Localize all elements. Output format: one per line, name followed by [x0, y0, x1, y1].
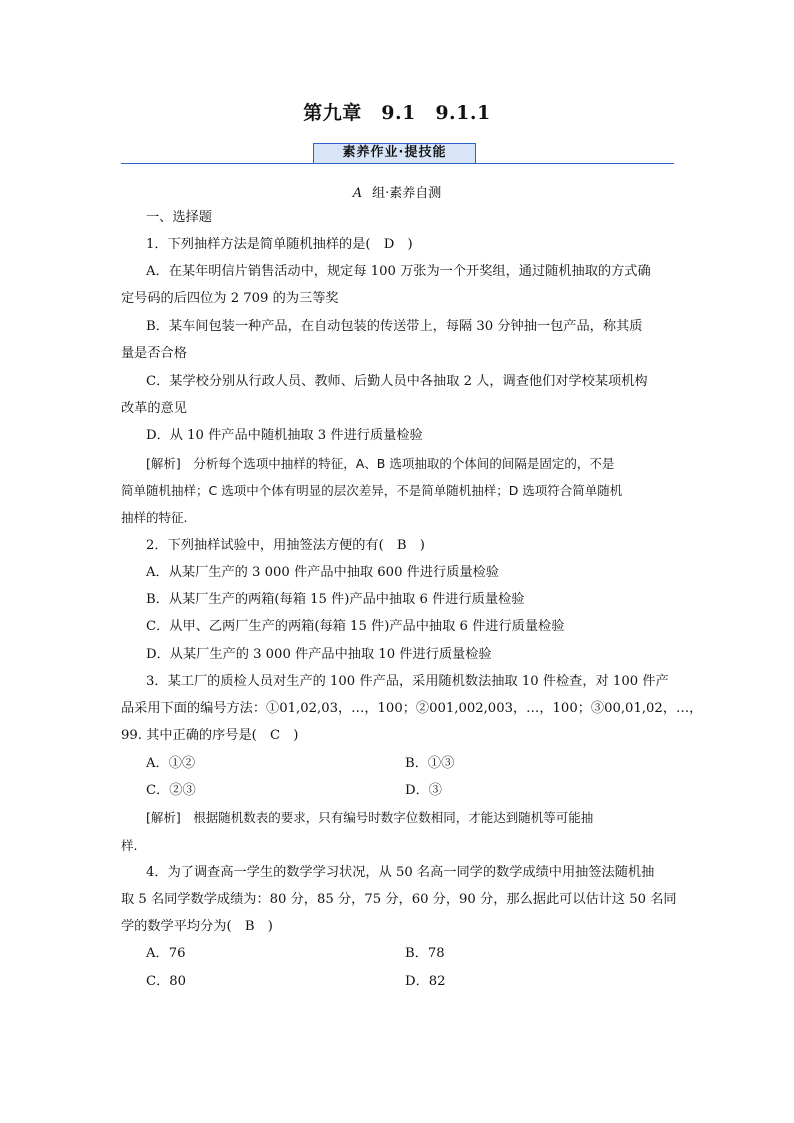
q1-option-c-line2: 改革的意见 — [121, 401, 187, 416]
q4-option-d: D．82 — [405, 974, 446, 989]
chapter-title: 第九章 9.1 9.1.1 — [303, 102, 491, 124]
q1-analysis-line2: 简单随机抽样；C 选项中个体有明显的层次差异，不是简单随机抽样；D 选项符合简单随机 — [121, 483, 623, 498]
q1-option-b-line2: 量是否合格 — [121, 346, 187, 361]
q4-stem-line3: 学的数学平均分为( B ) — [121, 919, 273, 934]
q1-option-a-line2: 定号码的后四位为 2 709 的为三等奖 — [121, 291, 339, 306]
q3-analysis-line2: 样. — [121, 838, 138, 853]
q2-option-c: C．从甲、乙两厂生产的两箱(每箱 15 件)产品中抽取 6 件进行质量检验 — [146, 619, 565, 634]
q1-option-b-line1: B．某车间包装一种产品，在自动包装的传送带上，每隔 30 分钟抽一包产品，称其质 — [146, 319, 643, 334]
q4-option-b: B．78 — [405, 946, 445, 961]
q3-option-d: D．③ — [405, 783, 442, 798]
q2-option-b: B．从某厂生产的两箱(每箱 15 件)产品中抽取 6 件进行质量检验 — [146, 592, 525, 607]
group-heading — [0, 182, 794, 201]
q1-option-a-line1: A．在某年明信片销售活动中，规定每 100 万张为一个开奖组，通过随机抽取的方式确 — [146, 264, 651, 279]
q3-option-c: C．②③ — [146, 783, 196, 798]
q3-stem-line2: 品采用下面的编号方法：①01,02,03，…，100；②001,002,003，…，100；③00,01,02，…， — [121, 701, 703, 716]
q1-option-c-line1: C．某学校分别从行政人员、教师、后勤人员中各抽取 2 人，调查他们对学校某项机构 — [146, 374, 648, 389]
q4-stem-line1: 4．为了调查高一学生的数学学习状况，从 50 名高一同学的数学成绩中用抽签法随机抽 — [146, 865, 655, 880]
q4-option-c: C．80 — [146, 974, 187, 989]
q1-stem: 1．下列抽样方法是简单随机抽样的是( D ) — [146, 237, 413, 252]
q2-option-d: D．从某厂生产的 3 000 件产品中抽取 10 件进行质量检验 — [146, 647, 492, 662]
title-rule — [121, 163, 674, 164]
q4-option-a: A．76 — [146, 946, 186, 961]
q2-option-a: A．从某厂生产的 3 000 件产品中抽取 600 件进行质量检验 — [146, 565, 499, 580]
section-heading: 一、选择题 — [146, 210, 212, 225]
q4-stem-line2: 取 5 名同学数学成绩为：80 分，85 分，75 分，60 分，90 分，那么据此可以估计这 50 名同 — [121, 892, 677, 907]
q1-analysis-line1: [解析] 分析每个选项中抽样的特征，A、B 选项抽取的个体间的间隔是固定的，不是 — [146, 456, 615, 471]
q3-option-a: A．①② — [146, 756, 196, 771]
group-letter: A — [352, 186, 363, 201]
q3-analysis-line1: [解析] 根据随机数表的要求，只有编号时数字位数相同，才能达到随机等可能抽 — [146, 810, 594, 825]
q3-stem-line1: 3．某工厂的质检人员对生产的 100 件产品，采用随机数法抽取 10 件检查，对 100 件产 — [146, 674, 669, 689]
group-label: 组·素养自测 — [372, 186, 442, 201]
q3-stem-line3: 99. 其中正确的序号是( C ) — [121, 728, 299, 743]
section-banner: 素养作业·提技能 — [313, 143, 476, 163]
q1-analysis-line3: 抽样的特征. — [121, 510, 188, 525]
q1-option-d: D．从 10 件产品中随机抽取 3 件进行质量检验 — [146, 428, 423, 443]
q2-stem: 2．下列抽样试验中，用抽签法方便的有( B ) — [146, 538, 425, 553]
q3-option-b: B．①③ — [405, 756, 455, 771]
